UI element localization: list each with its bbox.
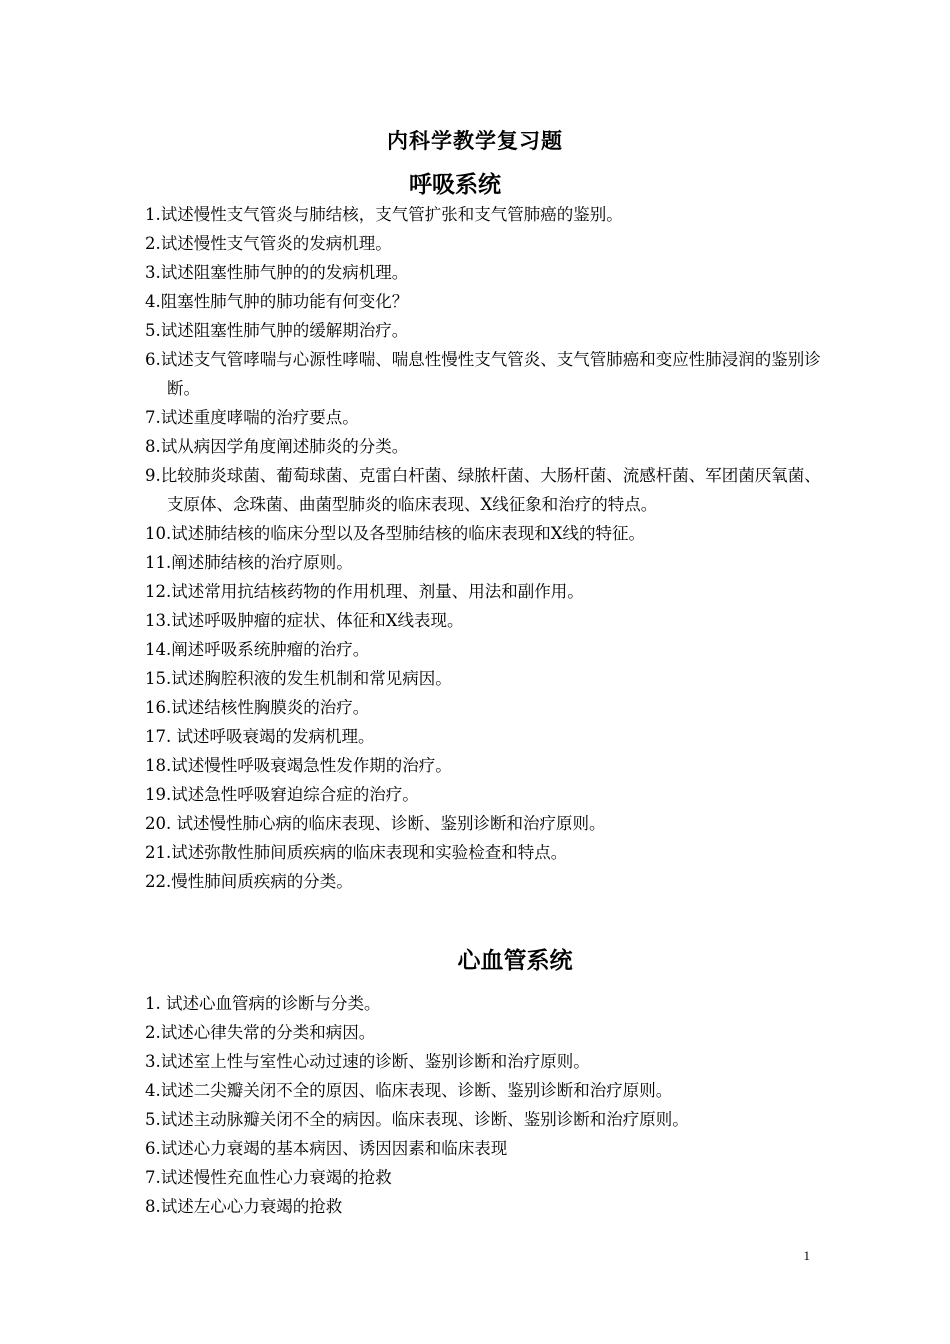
question-item: 5.试述主动脉瓣关闭不全的病因。临床表现、诊断、鉴别诊断和治疗原则。 — [145, 1110, 689, 1129]
question-item: 13.试述呼吸肿瘤的症状、体征和X线表现。 — [145, 611, 464, 630]
question-item: 12.试述常用抗结核药物的作用机理、剂量、用法和副作用。 — [145, 582, 584, 601]
question-item: 1. 试述心血管病的诊断与分类。 — [145, 994, 381, 1013]
question-item: 6.试述支气管哮喘与心源性哮喘、喘息性慢性支气管炎、支气管肺癌和变应性肺浸润的鉴别诊断。 — [145, 350, 821, 398]
question-item: 7.试述重度哮喘的治疗要点。 — [145, 408, 359, 427]
document-title: 内科学教学复习题 — [387, 129, 563, 153]
question-item: 11.阐述肺结核的治疗原则。 — [145, 553, 353, 572]
question-item: 20. 试述慢性肺心病的临床表现、诊断、鉴别诊断和治疗原则。 — [145, 814, 606, 833]
question-item: 8.试述左心心力衰竭的抢救 — [145, 1197, 343, 1216]
question-item: 17. 试述呼吸衰竭的发病机理。 — [145, 727, 375, 746]
question-item: 16.试述结核性胸膜炎的治疗。 — [145, 698, 370, 717]
page-number: 1 — [803, 1248, 810, 1263]
question-item: 2.试述慢性支气管炎的发病机理。 — [145, 234, 392, 253]
question-item: 9.比较肺炎球菌、葡萄球菌、克雷白杆菌、绿脓杆菌、大肠杆菌、流感杆菌、军团菌厌氧菌、支原体、念珠菌、曲菌型肺炎的临床表现、X线征象和治疗的特点。 — [145, 466, 821, 514]
question-item: 5.试述阻塞性肺气肿的缓解期治疗。 — [145, 321, 409, 340]
question-item: 4.阻塞性肺气肿的肺功能有何变化？ — [145, 292, 409, 311]
respiratory-question-list — [145, 200, 835, 896]
question-item: 15.试述胸腔积液的发生机制和常见病因。 — [145, 669, 452, 688]
question-item: 4.试述二尖瓣关闭不全的原因、临床表现、诊断、鉴别诊断和治疗原则。 — [145, 1081, 673, 1100]
question-item: 3.试述室上性与室性心动过速的诊断、鉴别诊断和治疗原则。 — [145, 1052, 590, 1071]
question-item: 3.试述阻塞性肺气肿的的发病机理。 — [145, 263, 409, 282]
question-item: 19.试述急性呼吸窘迫综合症的治疗。 — [145, 785, 419, 804]
question-item: 22.慢性肺间质疾病的分类。 — [145, 872, 353, 891]
question-item: 14.阐述呼吸系统肿瘤的治疗。 — [145, 640, 370, 659]
section-title-cardiovascular: 心血管系统 — [457, 948, 573, 974]
question-item: 1.试述慢性支气管炎与肺结核，支气管扩张和支气管肺癌的鉴别。 — [145, 205, 623, 224]
section-title-respiratory: 呼吸系统 — [409, 172, 501, 198]
question-item: 6.试述心力衰竭的基本病因、诱因因素和临床表现 — [145, 1139, 508, 1158]
question-item: 21.试述弥散性肺间质疾病的临床表现和实验检查和特点。 — [145, 843, 568, 862]
question-item: 18.试述慢性呼吸衰竭急性发作期的治疗。 — [145, 756, 452, 775]
question-item: 2.试述心律失常的分类和病因。 — [145, 1023, 376, 1042]
question-item: 10.试述肺结核的临床分型以及各型肺结核的临床表现和X线的特征。 — [145, 524, 645, 543]
cardiovascular-question-list — [145, 989, 835, 1221]
question-item: 8.试从病因学角度阐述肺炎的分类。 — [145, 437, 409, 456]
question-item: 7.试述慢性充血性心力衰竭的抢救 — [145, 1168, 392, 1187]
